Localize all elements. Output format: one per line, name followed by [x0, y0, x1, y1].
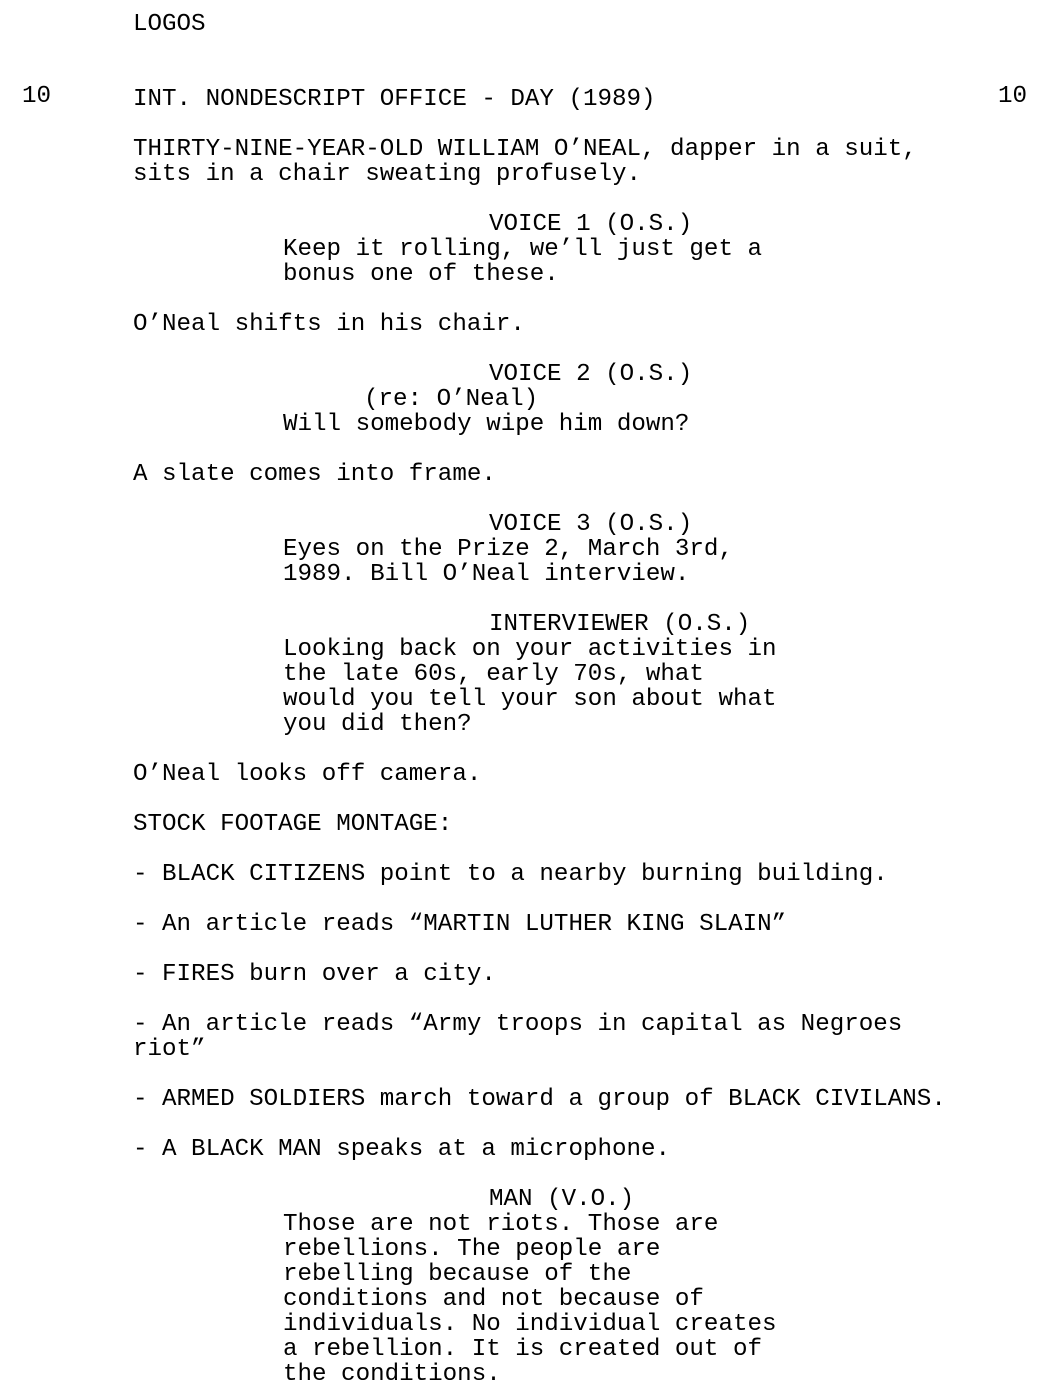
action-line: O’Neal looks off camera.	[133, 761, 482, 788]
montage-item: - A BLACK MAN speaks at a microphone.	[133, 1136, 671, 1163]
dialogue-line: individuals. No individual creates	[283, 1311, 777, 1338]
character-name: VOICE 2 (O.S.)	[489, 361, 693, 388]
dialogue-line: Keep it rolling, we’ll just get a	[283, 236, 762, 263]
parenthetical: (re: O’Neal)	[364, 386, 539, 413]
action-line: sits in a chair sweating profusely.	[133, 161, 642, 188]
dialogue-line: bonus one of these.	[283, 261, 559, 288]
scene-number-left: 10	[22, 83, 52, 110]
dialogue-line: rebelling because of the	[283, 1261, 632, 1288]
logos-line: LOGOS	[133, 11, 206, 38]
character-name: VOICE 3 (O.S.)	[489, 511, 693, 538]
dialogue-line: Those are not riots. Those are	[283, 1211, 719, 1238]
dialogue-line: Will somebody wipe him down?	[283, 411, 690, 438]
montage-item: - ARMED SOLDIERS march toward a group of BLACK CIVILANS.	[133, 1086, 946, 1113]
dialogue-line: Eyes on the Prize 2, March 3rd,	[283, 536, 733, 563]
character-name: VOICE 1 (O.S.)	[489, 211, 693, 238]
dialogue-line: a rebellion. It is created out of	[283, 1336, 762, 1363]
dialogue-line: would you tell your son about what	[283, 686, 777, 713]
montage-heading: STOCK FOOTAGE MONTAGE:	[133, 811, 453, 838]
scene-heading: INT. NONDESCRIPT OFFICE - DAY (1989)	[133, 86, 656, 113]
dialogue-line: rebellions. The people are	[283, 1236, 661, 1263]
dialogue-line: the conditions.	[283, 1361, 501, 1388]
montage-item: - An article reads “Army troops in capital as Negroes	[133, 1011, 903, 1038]
action-line: A slate comes into frame.	[133, 461, 496, 488]
dialogue-line: conditions and not because of	[283, 1286, 704, 1313]
montage-item: - An article reads “MARTIN LUTHER KING SLAIN”	[133, 911, 787, 938]
dialogue-line: 1989. Bill O’Neal interview.	[283, 561, 690, 588]
scene-number-right: 10	[998, 83, 1028, 110]
montage-item: - BLACK CITIZENS point to a nearby burning building.	[133, 861, 888, 888]
character-name: INTERVIEWER (O.S.)	[489, 611, 751, 638]
dialogue-line: the late 60s, early 70s, what	[283, 661, 704, 688]
character-name: MAN (V.O.)	[489, 1186, 635, 1213]
dialogue-line: you did then?	[283, 711, 472, 738]
action-line: THIRTY-NINE-YEAR-OLD WILLIAM O’NEAL, dapper in a suit,	[133, 136, 917, 163]
montage-item-continued: riot”	[133, 1036, 206, 1063]
dialogue-line: Looking back on your activities in	[283, 636, 777, 663]
montage-item: - FIRES burn over a city.	[133, 961, 496, 988]
action-line: O’Neal shifts in his chair.	[133, 311, 525, 338]
